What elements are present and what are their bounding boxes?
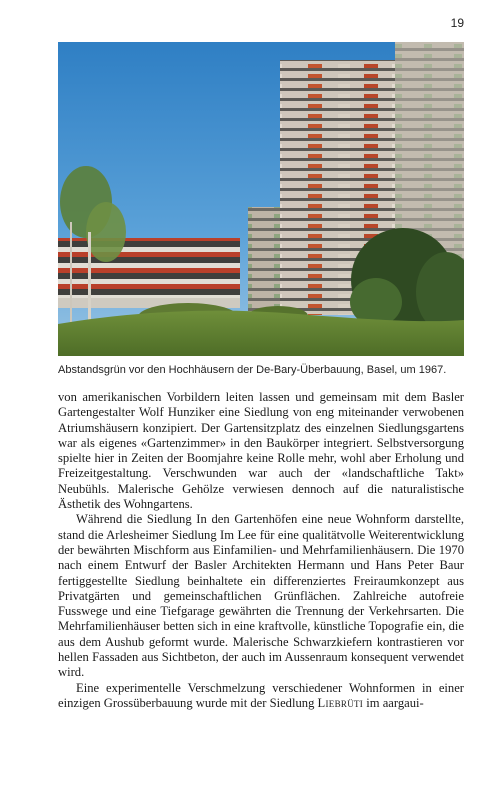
paragraph: Während die Siedlung In den Gartenhöfen eine neue Wohnform darstellte, stand die Arlesheimer Siedlung Im Lee für eine qualitätvolle Weiterentwicklung der bewährten Mischform aus Einfamilien- und Mehrfamilienhäusern. Die 1970 nach einem Entwurf der Basler Architekten Hermann und Hans Peter Baur fertiggestellte Siedlung beinhaltete ein differenziertes Freiraumkonzept aus Privatgärten und gemeinschaftlichen Grünflächen. Zahlreiche autofreie Fusswege und eine Tiefgarage gewährten die Trennung der Verkehrsarten. Die Mehrfamilienhäuser betten sich in eine kraftvolle, künstliche Topografie ein, die aus dem Aushub geformt wurde. Malerische Schwarzkiefern kontrastieren vor hellen Fassaden aus Sichtbeton, der auch im Aussenraum konsequent verwendet wird. bbox=[58, 512, 464, 680]
paragraph-text: Eine experimentelle Verschmelzung verschiedener Wohnformen in einer einzigen Grossüberbauung wurde mit der Siedlung bbox=[58, 680, 464, 710]
paragraph: von amerikanischen Vorbildern leiten lassen und gemeinsam mit dem Basler Gartengestalter Wolf Hunziker eine Siedlung von eng miteinander verwobenen Atriumshäusern konzipiert. Der Gartensitzplatz des einzelnen Siedlungsgartens war als eigenes «Gartenzimmer» in den Baukörper integriert. Selbstversorgung spielte hier in Zeiten der Boomjahre keine Rolle mehr, wohl aber Erholung und Freizeitgestaltung. Verschwunden war auch der «landschaftliche Takt» Neubühls. Malerische Gehölze verwiesen dennoch auf die naturalistische Ästhetik des Wohngartens. bbox=[58, 390, 464, 512]
settlement-name: Liebrüti bbox=[317, 695, 364, 710]
page-number: 19 bbox=[450, 16, 464, 30]
paragraph-text: im aargaui- bbox=[363, 695, 424, 710]
figure-caption: Abstandsgrün vor den Hochhäusern der De-Bary-Überbauung, Basel, um 1967. bbox=[58, 364, 447, 376]
paragraph bbox=[58, 681, 464, 712]
housing-estate-photo bbox=[58, 42, 464, 356]
body-text bbox=[58, 390, 464, 711]
